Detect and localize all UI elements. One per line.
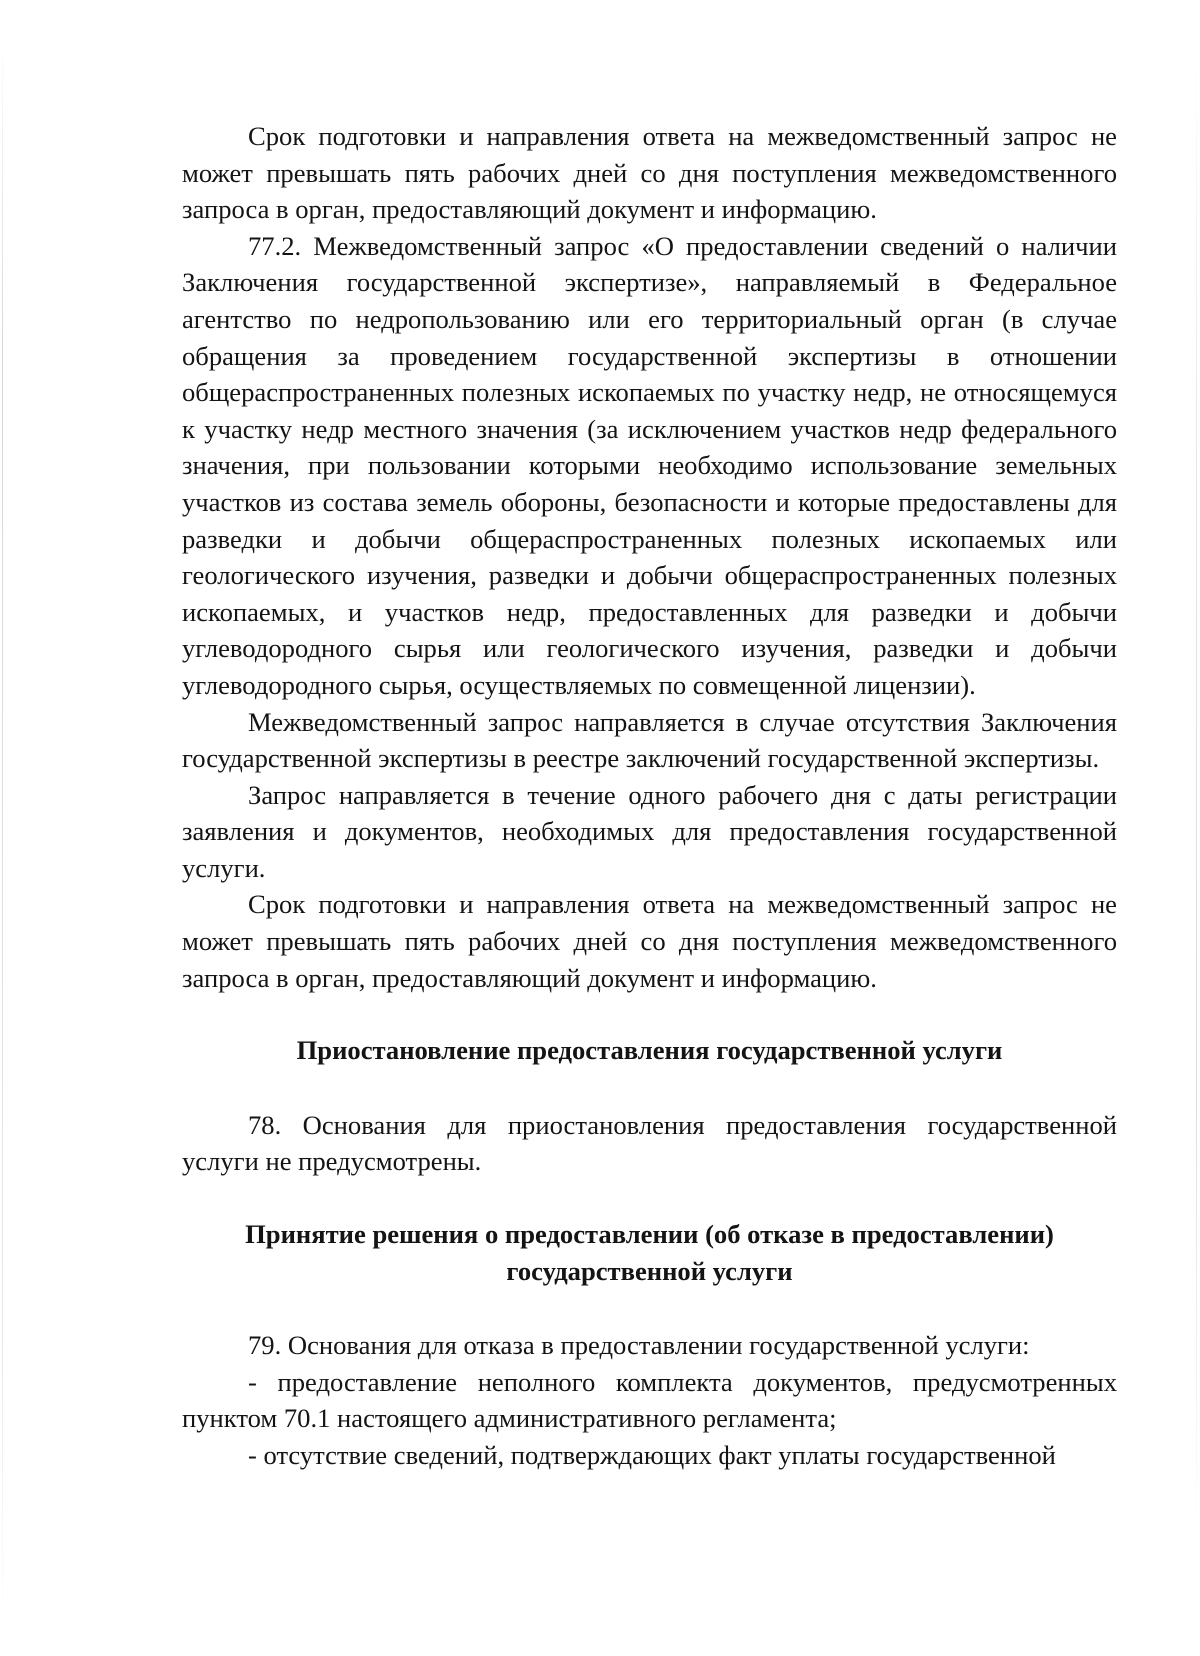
paragraph-request-condition: Межведомственный запрос направляется в случае отсутствия Заключения государственной экспертизы в реестре заключений государственной экспертизы. (182, 706, 1117, 774)
heading-decision-line2: государственной услуги (506, 1255, 793, 1286)
spacer (182, 1069, 1117, 1107)
list-item: - предоставление неполного комплекта документов, предусмотренных пунктом 70.1 настоящего административного регламента; (182, 1366, 1117, 1434)
scan-edge-right (1196, 40, 1197, 1540)
paragraph-77-2: 77.2. Межведомственный запрос «О предоставлении сведений о наличии Заключения государственной экспертизе», направляемый в Федеральное агентство по недропользованию или его территориальный орган (в случае обращения за проведением государственной экспертизы в отношении общераспространенных полезных ископаемых по участку недр, не относящемуся к участку недр местного значения (за исключением участков недр федерального значения, при пользовании которыми необходимо использование земельных участков из состава земель обороны, безопасности и которые предоставлены для разведки и добычи общераспространенных полезных ископаемых или геологического изучения, разведки и добычи общераспространенных полезных ископаемых, и участков недр, предоставленных для разведки и добычи углеводородного сырья или геологического изучения, разведки и добычи углеводородного сырья, осуществляемых по совмещенной лицензии). (182, 230, 1117, 700)
scan-edge-left (2, 30, 3, 1630)
paragraph-response-deadline-repeat: Срок подготовки и направления ответа на межведомственный запрос не может превышать пять рабочих дней со дня поступления межведомственного запроса в орган, предоставляющий документ и информацию. (182, 889, 1117, 993)
spacer (182, 1289, 1117, 1327)
paragraph-79: 79. Основания для отказа в предоставлении государственной услуги: (248, 1330, 1030, 1361)
document-body (182, 118, 1117, 1474)
heading-suspension: Приостановление предоставления государственной услуги (296, 1035, 1003, 1066)
spacer (182, 996, 1117, 1032)
heading-decision-line1: Принятие решения о предоставлении (об отказе в предоставлении) (245, 1219, 1054, 1250)
list-item: - отсутствие сведений, подтверждающих факт уплаты государственной (248, 1440, 1056, 1470)
paragraph-response-deadline: Срок подготовки и направления ответа на межведомственный запрос не может превышать пять рабочих дней со дня поступления межведомственного запроса в орган, предоставляющий документ и информацию. (182, 121, 1117, 225)
heading-decision (182, 1216, 1117, 1289)
paragraph-78: 78. Основания для приостановления предоставления государственной услуги не предусмотрены. (182, 1109, 1117, 1177)
paragraph-request-timing: Запрос направляется в течение одного рабочего дня с даты регистрации заявления и документов, необходимых для предоставления государственной услуги. (182, 779, 1117, 883)
spacer (182, 1180, 1117, 1216)
